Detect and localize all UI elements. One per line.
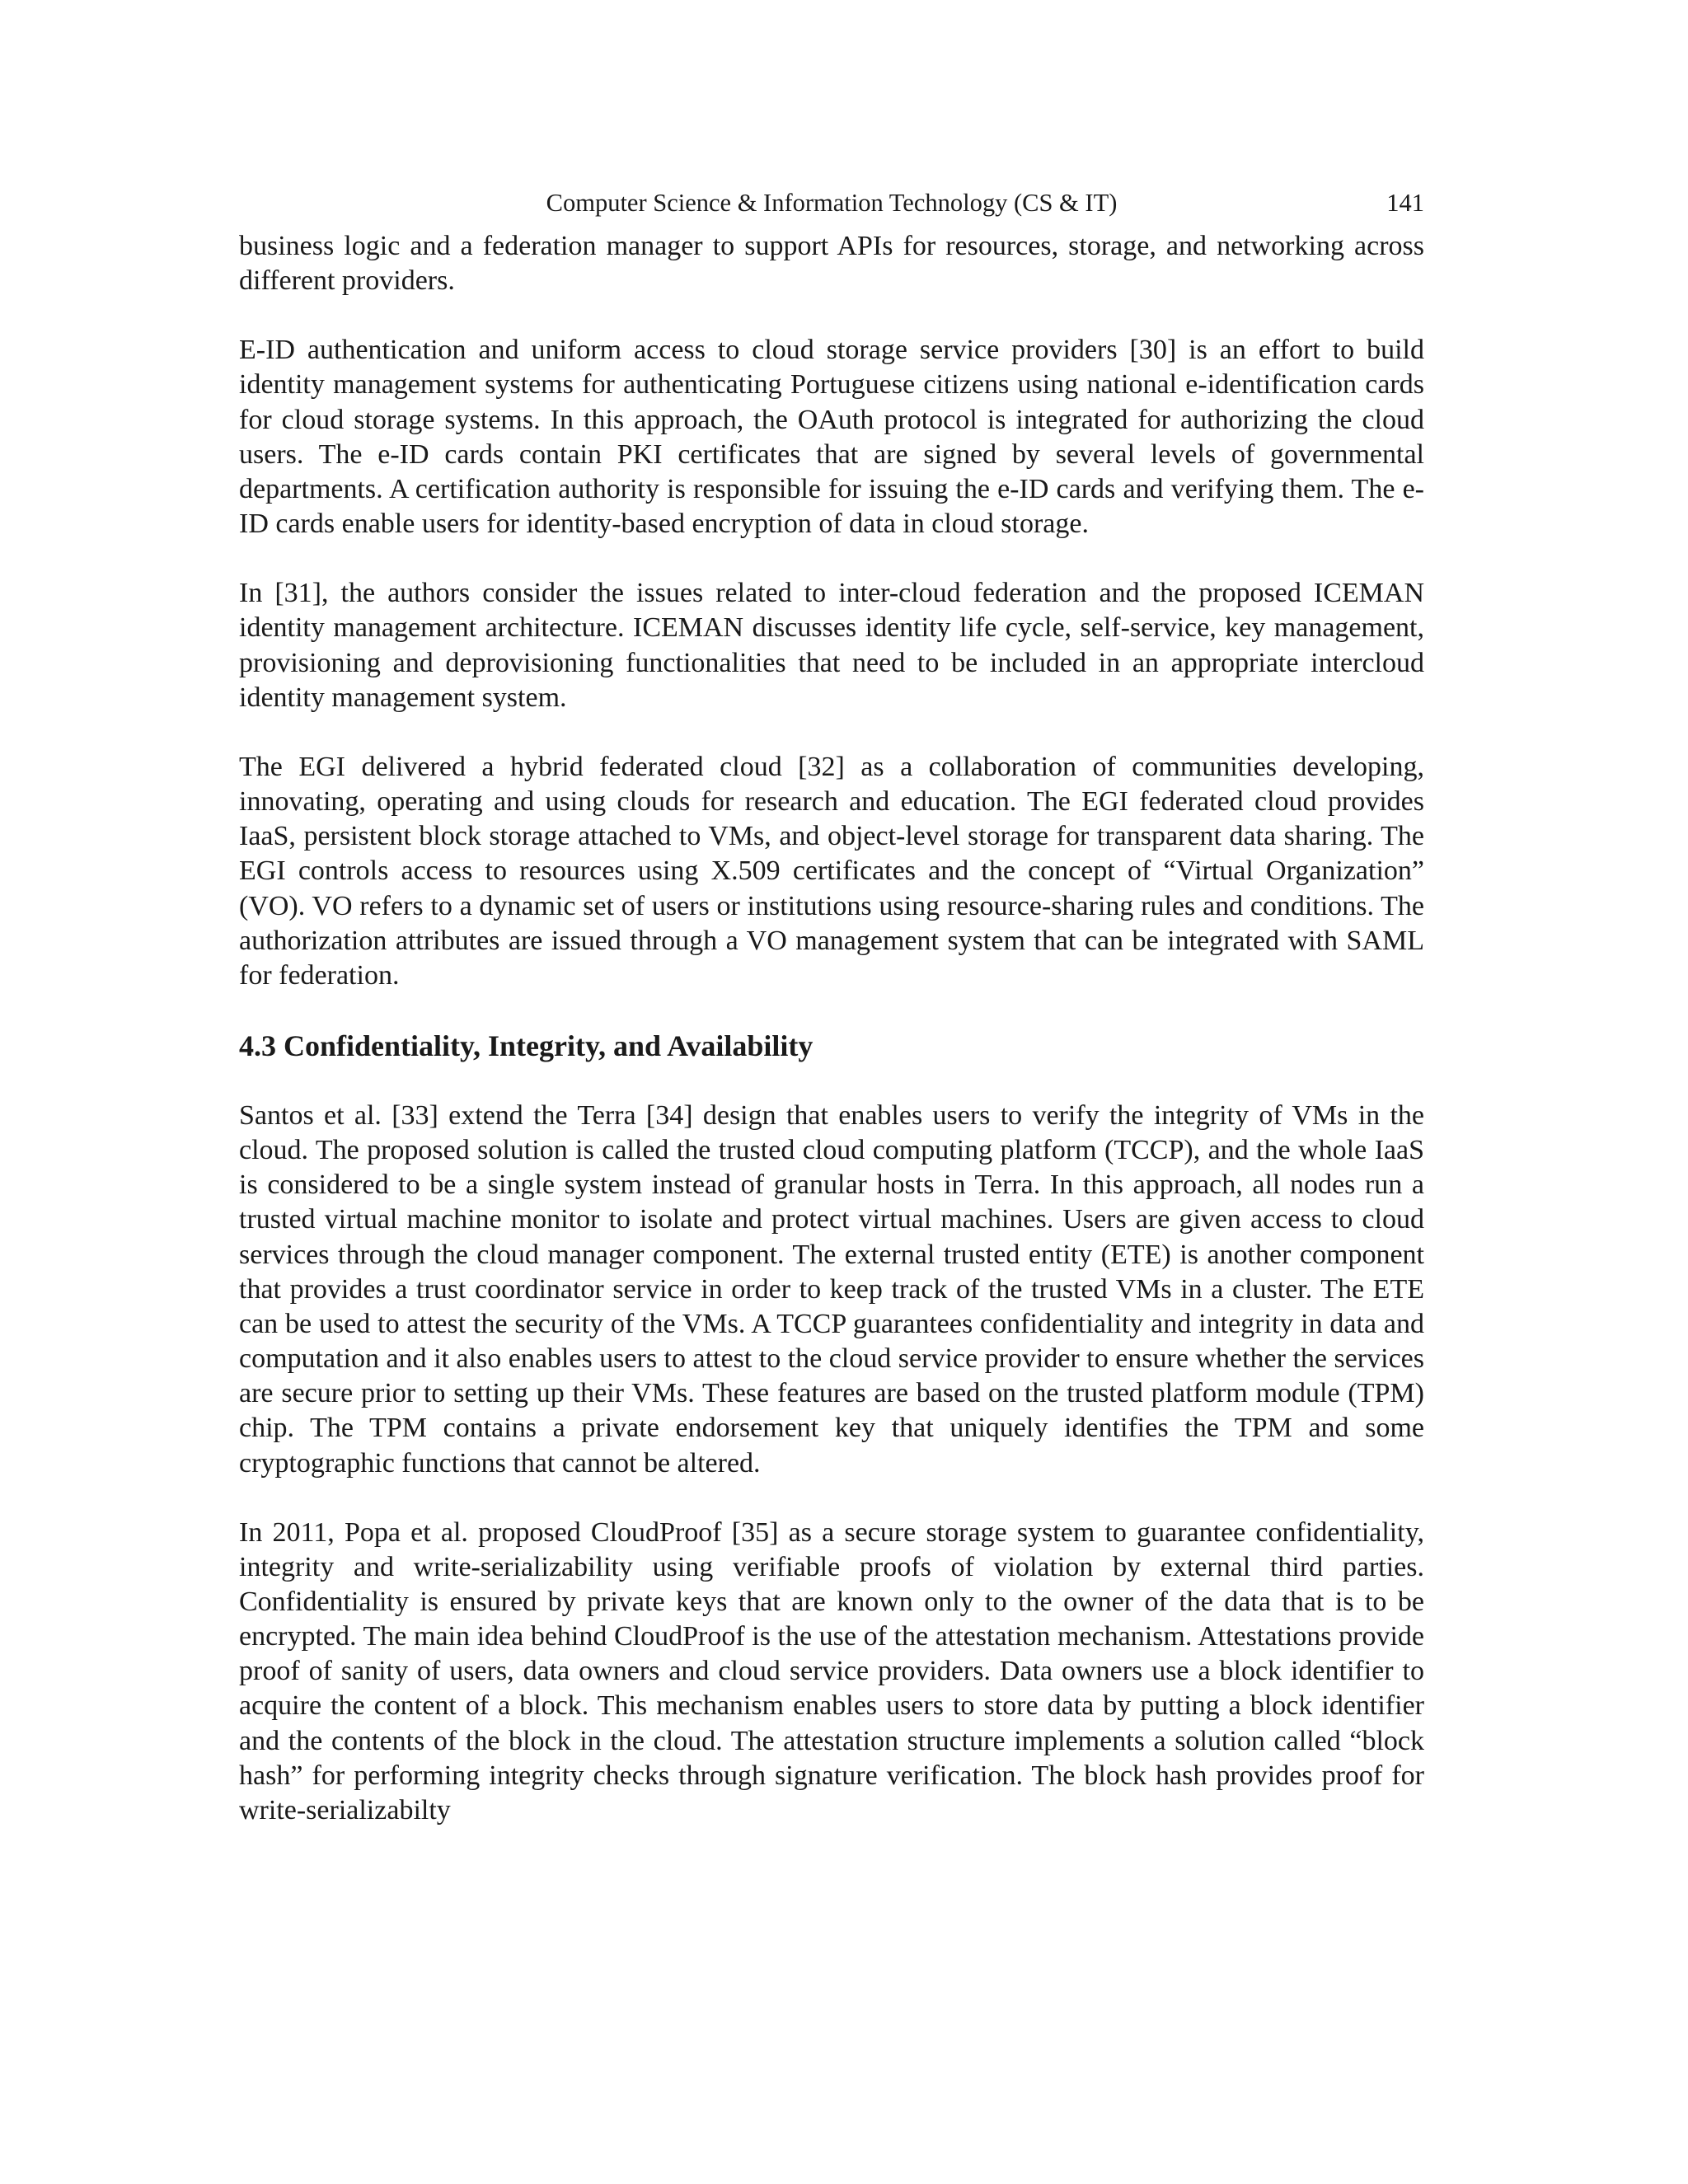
body-paragraph: business logic and a federation manager to support APIs for resources, storage, and networking across different providers. bbox=[239, 231, 1424, 297]
body-paragraph: The EGI delivered a hybrid federated cloud [32] as a collaboration of communities developing, innovating, operating and using clouds for research and education. The EGI federated cloud provides IaaS, persistent block storage attached to VMs, and object-level storage for transparent data sharing. The EGI controls access to resources using X.509 certificates and the concept of “Virtual Organization” (VO). VO refers to a dynamic set of users or institutions using resource-sharing rules and conditions. The authorization attributes are issued through a VO management system that can be integrated with SAML for federation. bbox=[239, 751, 1424, 991]
body-paragraph: In 2011, Popa et al. proposed CloudProof [35] as a secure storage system to guarantee confidentiality, integrity and write-serializability using verifiable proofs of violation by external third parties. Confidentiality is ensured by private keys that are known only to the owner of the data that is to be encrypted. The main idea behind CloudProof is the use of the attestation mechanism. Attestations provide proof of sanity of users, data owners and cloud service providers. Data owners use a block identifier to acquire the content of a block. This mechanism enables users to store data by putting a block identifier and the contents of the block in the cloud. The attestation structure implements a solution called “block hash” for performing integrity checks through signature verification. The block hash provides proof for write-serializabilty bbox=[239, 1516, 1424, 1825]
body-paragraph: E-ID authentication and uniform access to cloud storage service providers [30] is an effort to build identity management systems for authenticating Portuguese citizens using national e-identification cards for cloud storage systems. In this approach, the OAuth protocol is integrated for authorizing the cloud users. The e-ID cards contain PKI certificates that are signed by several levels of governmental departments. A certification authority is responsible for issuing the e-ID cards and verifying them. The e-ID cards enable users for identity-based encryption of data in cloud storage. bbox=[239, 335, 1424, 540]
running-header bbox=[239, 183, 1424, 223]
paper-page bbox=[239, 183, 1424, 1863]
body-paragraph: Santos et al. [33] extend the Terra [34] design that enables users to verify the integrity of VMs in the cloud. The proposed solution is called the trusted cloud computing platform (TCCP), and the whole IaaS is considered to be a single system instead of granular hosts in Terra. In this approach, all nodes run a trusted virtual machine monitor to isolate and protect virtual machines. Users are given access to cloud services through the cloud manager component. The external trusted entity (ETE) is another component that provides a trust coordinator service in order to keep track of the trusted VMs in a cluster. The ETE can be used to attest the security of the VMs. A TCCP guarantees confidentiality and integrity in data and computation and it also enables users to attest to the cloud service provider to ensure whether the services are secure prior to setting up their VMs. These features are based on the trusted platform module (TPM) chip. The TPM contains a private endorsement key that uniquely identifies the TPM and some cryptographic functions that cannot be altered. bbox=[239, 1099, 1424, 1479]
section-heading: 4.3 Confidentiality, Integrity, and Availability bbox=[239, 1029, 814, 1062]
page-number: 141 bbox=[1386, 189, 1424, 217]
body-paragraph: In [31], the authors consider the issues related to inter-cloud federation and the proposed ICEMAN identity management architecture. ICEMAN discusses identity life cycle, self-service, key management, provisioning and deprovisioning functionalities that need to be included in an appropriate intercloud identity management system. bbox=[239, 578, 1424, 713]
journal-name: Computer Science & Information Technology (CS & IT) bbox=[546, 189, 1118, 217]
